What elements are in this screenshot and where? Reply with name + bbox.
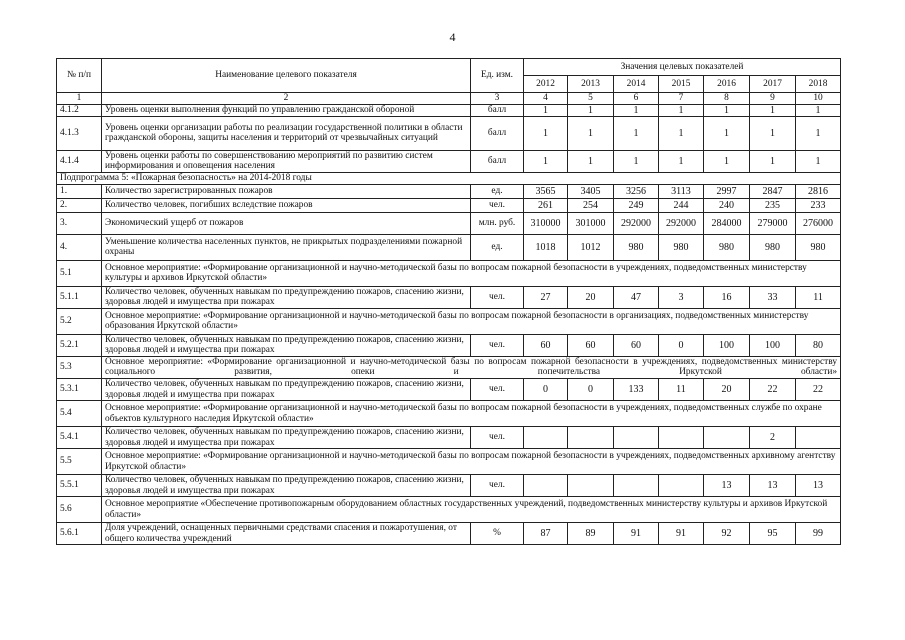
value-cell: 92: [704, 523, 750, 545]
value-cell: 100: [750, 334, 796, 356]
indicator-name: Количество зарегистрированных пожаров: [102, 184, 471, 198]
table-body: [57, 104, 841, 545]
indicator-name: Количество человек, обученных навыкам по предупреждению пожаров, спасению жизни, здоровья людей и имущества при пожарах: [102, 286, 471, 308]
value-cell: 80: [796, 334, 841, 356]
col-header-year: 2012: [524, 76, 568, 93]
table-row: [57, 286, 841, 308]
row-number: 5.2.1: [57, 334, 102, 356]
row-number: 5.5: [57, 449, 102, 475]
value-cell: [614, 427, 659, 449]
value-cell: 100: [704, 334, 750, 356]
value-cell: 91: [659, 523, 704, 545]
value-cell: 980: [659, 234, 704, 260]
value-cell: 2847: [750, 184, 796, 198]
activity-title: Основное мероприятие: «Формирование организационной и научно-методической базы по вопросам пожарной безопасности в организациях, подведомственных министерству образования Иркутской области»: [102, 308, 841, 334]
value-cell: 13: [750, 475, 796, 497]
indicator-name: Уменьшение количества населенных пунктов, не прикрытых подразделениями пожарной охраны: [102, 234, 471, 260]
col-header-year: 2016: [704, 76, 750, 93]
row-number: 5.3: [57, 356, 102, 378]
activity-title: Основное мероприятие: «Формирование организационной и научно-методической базы по вопросам пожарной безопасности в учреждениях, подведомственных архивному агентству Иркутской области»: [102, 449, 841, 475]
value-cell: 1: [704, 104, 750, 116]
column-number: 1: [57, 93, 102, 105]
value-cell: 3256: [614, 184, 659, 198]
col-header-year: 2015: [659, 76, 704, 93]
row-number: 4.1.4: [57, 150, 102, 172]
value-cell: [568, 475, 614, 497]
indicator-name: Экономический ущерб от пожаров: [102, 212, 471, 234]
value-cell: 13: [704, 475, 750, 497]
column-number: 9: [750, 93, 796, 105]
indicator-name: Уровень оценки выполнения функций по управлению гражданской обороной: [102, 104, 471, 116]
row-number: 3.: [57, 212, 102, 234]
value-cell: 33: [750, 286, 796, 308]
value-cell: 1: [524, 116, 568, 150]
indicator-name: Количество человек, обученных навыкам по предупреждению пожаров, спасению жизни, здоровья людей и имущества при пожарах: [102, 378, 471, 400]
value-cell: 99: [796, 523, 841, 545]
activity-row: [57, 449, 841, 475]
value-cell: 0: [524, 378, 568, 400]
row-number: 2.: [57, 198, 102, 212]
value-cell: 980: [704, 234, 750, 260]
column-number: 5: [568, 93, 614, 105]
value-cell: 292000: [659, 212, 704, 234]
table-row: [57, 475, 841, 497]
value-cell: 1: [524, 150, 568, 172]
unit: балл: [471, 150, 524, 172]
row-number: 5.2: [57, 308, 102, 334]
value-cell: 0: [659, 334, 704, 356]
value-cell: 20: [568, 286, 614, 308]
value-cell: 60: [568, 334, 614, 356]
value-cell: 60: [614, 334, 659, 356]
value-cell: 1: [614, 150, 659, 172]
column-number: 8: [704, 93, 750, 105]
activity-row: [57, 260, 841, 286]
value-cell: 292000: [614, 212, 659, 234]
value-cell: 1: [704, 116, 750, 150]
value-cell: 2816: [796, 184, 841, 198]
value-cell: [524, 427, 568, 449]
value-cell: 1: [750, 116, 796, 150]
table-row: [57, 150, 841, 172]
value-cell: 0: [568, 378, 614, 400]
activity-title: Основное мероприятие: «Формирование организационной и научно-методической базы по вопросам пожарной безопасности в учреждениях, подведомственных службе по охране объектов культурного наследия Иркутской области»: [102, 401, 841, 427]
value-cell: 980: [796, 234, 841, 260]
table-row: [57, 523, 841, 545]
unit: чел.: [471, 475, 524, 497]
col-header-unit: Ед. изм.: [471, 59, 524, 93]
subprogram-title: Подпрограмма 5: «Пожарная безопасность» на 2014-2018 годы: [57, 172, 841, 184]
row-number: 5.1.1: [57, 286, 102, 308]
value-cell: 22: [750, 378, 796, 400]
value-cell: 2: [750, 427, 796, 449]
row-number: 5.3.1: [57, 378, 102, 400]
table-row: [57, 212, 841, 234]
indicator-name: Уровень оценки работы по совершенствованию мероприятий по развитию систем информирования и оповещения населения: [102, 150, 471, 172]
value-cell: 235: [750, 198, 796, 212]
value-cell: [659, 427, 704, 449]
activity-row: [57, 308, 841, 334]
value-cell: 240: [704, 198, 750, 212]
target-indicators-table: [56, 58, 841, 545]
unit: чел.: [471, 334, 524, 356]
column-number-row: [57, 93, 841, 105]
value-cell: 3: [659, 286, 704, 308]
column-number: 3: [471, 93, 524, 105]
row-number: 4.1.2: [57, 104, 102, 116]
unit: чел.: [471, 198, 524, 212]
value-cell: 1: [568, 116, 614, 150]
value-cell: 284000: [704, 212, 750, 234]
indicator-name: Количество человек, обученных навыкам по предупреждению пожаров, спасению жизни, здоровья людей и имущества при пожарах: [102, 334, 471, 356]
value-cell: 16: [704, 286, 750, 308]
value-cell: 60: [524, 334, 568, 356]
value-cell: 276000: [796, 212, 841, 234]
value-cell: 133: [614, 378, 659, 400]
unit: ед.: [471, 184, 524, 198]
table-row: [57, 427, 841, 449]
row-number: 5.6.1: [57, 523, 102, 545]
value-cell: 1: [796, 104, 841, 116]
value-cell: 27: [524, 286, 568, 308]
unit: %: [471, 523, 524, 545]
row-number: 5.4.1: [57, 427, 102, 449]
value-cell: 91: [614, 523, 659, 545]
table-row: [57, 198, 841, 212]
value-cell: 1: [796, 150, 841, 172]
value-cell: 1: [750, 150, 796, 172]
unit: чел.: [471, 378, 524, 400]
activity-title: Основное мероприятие: «Формирование организационной и научно-методической базы по вопросам пожарной безопасности в учреждениях, подведомственных министерству культуры и архивов Иркутской области»: [102, 260, 841, 286]
indicator-name: Количество человек, погибших вследствие пожаров: [102, 198, 471, 212]
value-cell: 3113: [659, 184, 704, 198]
value-cell: 47: [614, 286, 659, 308]
value-cell: 254: [568, 198, 614, 212]
value-cell: [796, 427, 841, 449]
indicator-name: Количество человек, обученных навыкам по предупреждению пожаров, спасению жизни, здоровья людей и имущества при пожарах: [102, 427, 471, 449]
value-cell: 1: [796, 116, 841, 150]
value-cell: 1: [750, 104, 796, 116]
row-number: 5.1: [57, 260, 102, 286]
value-cell: 261: [524, 198, 568, 212]
header-row-top: [57, 59, 841, 76]
value-cell: 3565: [524, 184, 568, 198]
table-row: [57, 184, 841, 198]
indicator-name: Количество человек, обученных навыкам по предупреждению пожаров, спасению жизни, здоровья людей и имущества при пожарах: [102, 475, 471, 497]
value-cell: 244: [659, 198, 704, 212]
activity-title: Основное мероприятие «Обеспечение противопожарным оборудованием областных государственных учреждений, подведомственных министерству культуры и архивов Иркутской области»: [102, 497, 841, 523]
value-cell: 20: [704, 378, 750, 400]
unit: млн. руб.: [471, 212, 524, 234]
value-cell: 22: [796, 378, 841, 400]
value-cell: 1: [614, 104, 659, 116]
value-cell: 1: [614, 116, 659, 150]
row-number: 4.: [57, 234, 102, 260]
activity-row: [57, 356, 841, 378]
unit: чел.: [471, 427, 524, 449]
value-cell: 1: [659, 104, 704, 116]
column-number: 7: [659, 93, 704, 105]
subprogram-row: [57, 172, 841, 184]
value-cell: 13: [796, 475, 841, 497]
value-cell: 980: [750, 234, 796, 260]
value-cell: [614, 475, 659, 497]
column-number: 2: [102, 93, 471, 105]
row-number: 1.: [57, 184, 102, 198]
activity-row: [57, 401, 841, 427]
value-cell: 310000: [524, 212, 568, 234]
row-number: 5.6: [57, 497, 102, 523]
value-cell: [524, 475, 568, 497]
column-number: 4: [524, 93, 568, 105]
unit: балл: [471, 116, 524, 150]
page-number: 4: [449, 30, 456, 44]
value-cell: 980: [614, 234, 659, 260]
value-cell: 249: [614, 198, 659, 212]
indicator-name: Доля учреждений, оснащенных первичными средствами спасения и пожаротушения, от общего количества учреждений: [102, 523, 471, 545]
value-cell: [704, 427, 750, 449]
value-cell: [659, 475, 704, 497]
value-cell: 89: [568, 523, 614, 545]
unit: чел.: [471, 286, 524, 308]
unit: балл: [471, 104, 524, 116]
value-cell: 1: [568, 150, 614, 172]
value-cell: 1: [659, 150, 704, 172]
activity-row: [57, 497, 841, 523]
value-cell: 11: [659, 378, 704, 400]
value-cell: 11: [796, 286, 841, 308]
col-header-values-group: Значения целевых показателей: [524, 59, 841, 76]
table-row: [57, 104, 841, 116]
table-row: [57, 116, 841, 150]
value-cell: 1: [659, 116, 704, 150]
col-header-num: № п/п: [57, 59, 102, 93]
unit: ед.: [471, 234, 524, 260]
row-number: 5.5.1: [57, 475, 102, 497]
row-number: 5.4: [57, 401, 102, 427]
value-cell: 1018: [524, 234, 568, 260]
value-cell: [568, 427, 614, 449]
table-row: [57, 334, 841, 356]
value-cell: 1: [568, 104, 614, 116]
table-row: [57, 234, 841, 260]
col-header-year: 2014: [614, 76, 659, 93]
indicator-name: Уровень оценки организации работы по реализации государственной политики в области гражданской обороны, защиты населения и территорий от чрезвычайных ситуаций: [102, 116, 471, 150]
col-header-year: 2013: [568, 76, 614, 93]
col-header-year: 2017: [750, 76, 796, 93]
value-cell: 1012: [568, 234, 614, 260]
value-cell: 279000: [750, 212, 796, 234]
value-cell: 233: [796, 198, 841, 212]
column-number: 10: [796, 93, 841, 105]
col-header-year: 2018: [796, 76, 841, 93]
value-cell: 1: [704, 150, 750, 172]
col-header-name: Наименование целевого показателя: [102, 59, 471, 93]
activity-title: Основное мероприятие: «Формирование организационной и научно-методической базы по вопросам пожарной безопасности в учреждениях, подведомственных министерству социального развития, опеки и попечительства Иркутской области»: [102, 356, 841, 378]
value-cell: 3405: [568, 184, 614, 198]
value-cell: 1: [524, 104, 568, 116]
value-cell: 87: [524, 523, 568, 545]
value-cell: 301000: [568, 212, 614, 234]
value-cell: 2997: [704, 184, 750, 198]
table-row: [57, 378, 841, 400]
column-number: 6: [614, 93, 659, 105]
row-number: 4.1.3: [57, 116, 102, 150]
value-cell: 95: [750, 523, 796, 545]
